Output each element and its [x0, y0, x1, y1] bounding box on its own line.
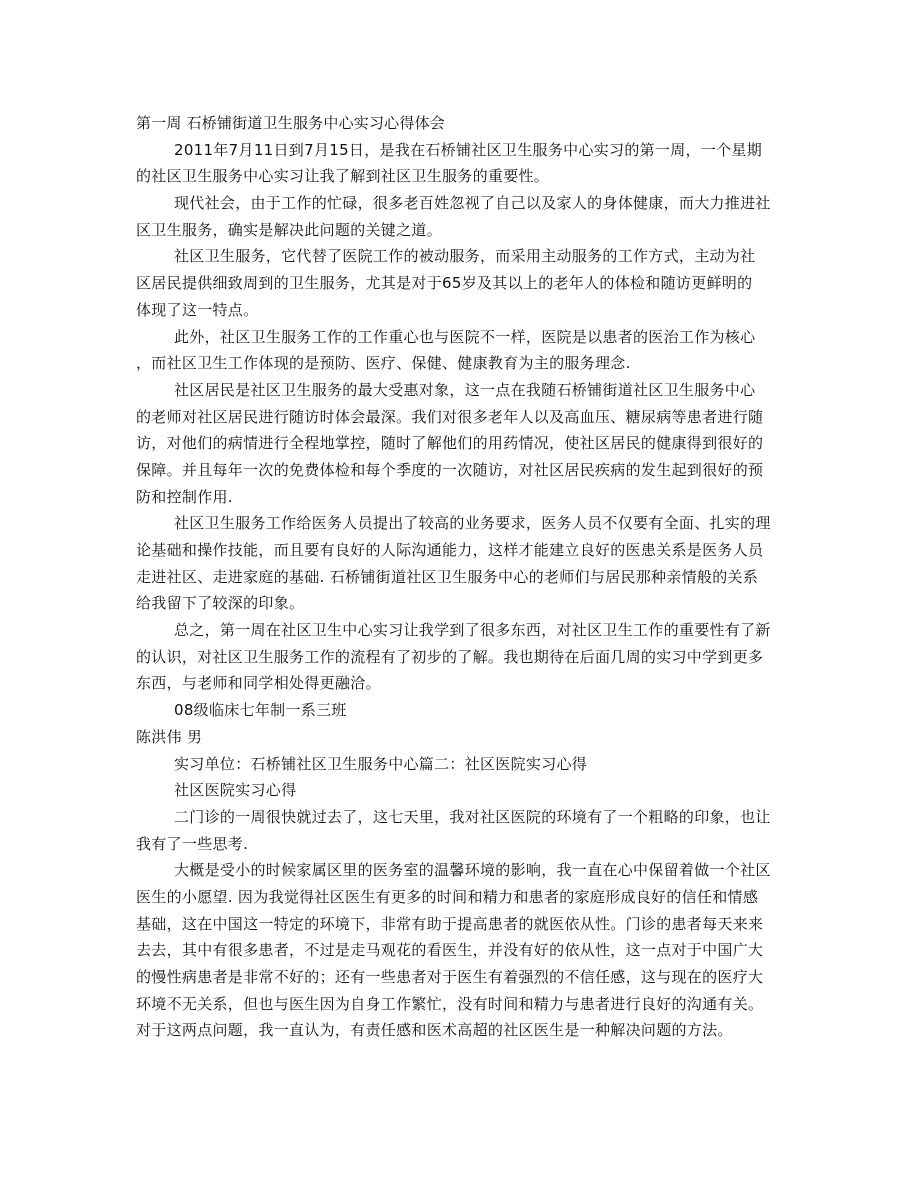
text-line: 访，对他们的病情进行全程地掌控，随时了解他们的用药情况，使社区居民的健康得到很好的: [136, 434, 764, 453]
text-line: 区卫生服务，确实是解决此问题的关键之道。: [136, 220, 443, 239]
text-line: 社区卫生服务，它代替了医院工作的被动服务，而采用主动服务的工作方式，主动为社: [174, 247, 756, 266]
document-title: 第一周 石桥铺街道卫生服务中心实习心得体会: [136, 114, 445, 132]
text-line: 的社区卫生服务中心实习让我了解到社区卫生服务的重要性。: [136, 167, 550, 186]
text-line: 基础，这在中国这一特定的环境下，非常有助于提高患者的就医依从性。门诊的患者每天来来: [136, 914, 764, 933]
text-line: 我有了一些思考.: [136, 834, 249, 853]
text-line: 社区卫生服务工作给医务人员提出了较高的业务要求，医务人员不仅要有全面、扎实的理: [174, 514, 771, 533]
text-line: 社区居民是社区卫生服务的最大受惠对象，这一点在我随石桥铺街道社区卫生服务中心: [174, 380, 756, 399]
text-line: 去去，其中有很多患者，不过是走马观花的看医生，并没有好的依从性，这一点对于中国广大: [136, 941, 764, 960]
text-line: 的老师对社区居民进行随访时体会最深。我们对很多老年人以及高血压、糖尿病等患者进行随: [136, 407, 764, 426]
text-line: 的慢性病患者是非常不好的；还有一些患者对于医生有着强烈的不信任感，这与现在的医疗大: [136, 968, 764, 986]
text-line: 走进社区、走进家庭的基础. 石桥铺街道社区卫生服务中心的老师们与居民那种亲情般的关系: [136, 567, 759, 586]
text-line: 实习单位：石桥铺社区卫生服务中心篇二：社区医院实习心得: [174, 754, 588, 773]
text-line: 论基础和操作技能，而且要有良好的人际沟通能力，这样才能建立良好的医患关系是医务人员: [136, 541, 764, 559]
text-line: 保障。并且每年一次的免费体检和每个季度的一次随访，对社区居民疾病的发生起到很好的预: [136, 460, 764, 479]
text-line: 二门诊的一周很快就过去了，这七天里，我对社区医院的环境有了一个粗略的印象，也让: [174, 807, 771, 826]
text-line: 医生的小愿望. 因为我觉得社区医生有更多的时间和精力和患者的家庭形成良好的信任和情感: [136, 887, 759, 906]
text-line: 社区医院实习心得: [174, 781, 297, 800]
text-line: 陈洪伟 男: [136, 727, 203, 746]
text-line: 给我留下了较深的印象。: [136, 594, 305, 613]
text-line: 防和控制作用.: [136, 487, 233, 506]
text-line: 大概是受小的时候家属区里的医务室的温馨环境的影响，我一直在心中保留着做一个社区: [174, 861, 771, 880]
text-line: 现代社会，由于工作的忙碌，很多老百姓忽视了自己以及家人的身体健康，而大力推进社: [174, 194, 771, 213]
text-line: 环境不无关系，但也与医生因为自身工作繁忙，没有时间和精力与患者进行良好的沟通有关。: [136, 994, 764, 1013]
text-line: 08级临床七年制一系三班: [174, 701, 347, 720]
document-body: [136, 110, 786, 1044]
text-line: 区居民提供细致周到的卫生服务，尤其是对于65岁及其以上的老年人的体检和随访更鲜明的: [136, 274, 753, 293]
text-line: 东西，与老师和同学相处得更融洽。: [136, 674, 381, 693]
text-line: 的认识，对社区卫生服务工作的流程有了初步的了解。我也期待在后面几周的实习中学到更多: [136, 647, 764, 666]
text-line: 总之，第一周在社区卫生中心实习让我学到了很多东西，对社区卫生工作的重要性有了新: [174, 621, 771, 640]
text-line: 体现了这一特点。: [136, 300, 259, 319]
text-line: 2011年7月11日到7月15日，是我在石桥铺社区卫生服务中心实习的第一周，一个星期: [174, 140, 763, 159]
text-line: 此外，社区卫生服务工作的工作重心也与医院不一样，医院是以患者的医治工作为核心: [174, 327, 756, 346]
text-line: 对于这两点问题，我一直认为，有责任感和医术高超的社区医生是一种解决问题的方法。: [136, 1021, 733, 1040]
text-line: ，而社区卫生工作体现的是预防、医疗、保健、健康教育为主的服务理念.: [136, 354, 631, 373]
